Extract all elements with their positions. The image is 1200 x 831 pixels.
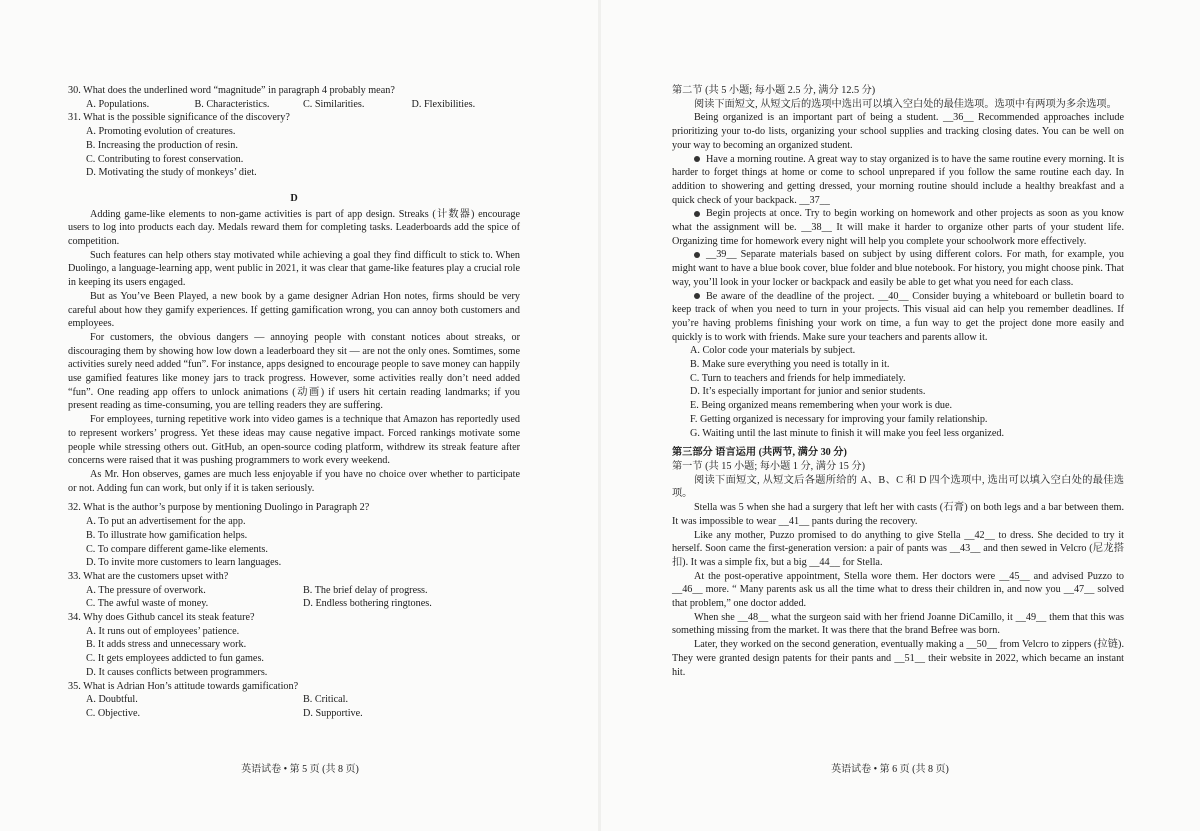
passage-d-paragraph-6: As Mr. Hon observes, games are much less enjoyable if you have no choice over whether to participate or not. Adding fun can work, but only if it is taken seriously. — [68, 468, 520, 494]
option-b: B. The brief delay of progress. — [303, 584, 428, 596]
option-c: C. Turn to teachers and friends for help immediately. — [690, 372, 906, 384]
option-c: C. To compare different game-like elements. — [86, 543, 268, 555]
option-a: A. Promoting evolution of creatures. — [86, 126, 236, 138]
option-c: C. Contributing to forest conservation. — [86, 153, 244, 165]
section-2-instructions: 阅读下面短文, 从短文后的选项中选出可以填入空白处的最佳选项。选项中有两项为多余选项。 — [694, 98, 1117, 110]
option-d: D. Flexibilities. — [411, 98, 476, 110]
option-d: D. Supportive. — [303, 707, 363, 719]
part-3-title: 第三部分 语言运用 (共两节, 满分 30 分) — [672, 447, 847, 459]
option-b: B. It adds stress and unnecessary work. — [86, 639, 247, 651]
cloze-paragraph-4: When she __48__ what the surgeon said with her friend Joanne DiCamillo, it __49__ them that this was something missing from the market. It was there that the brand Befree was born. — [672, 611, 1124, 637]
option-d: D. Endless bothering ringtones. — [303, 598, 432, 610]
option-c: C. Objective. — [86, 707, 141, 719]
question-33-options-row-2 — [86, 597, 520, 611]
option-b: B. Critical. — [303, 694, 348, 706]
option-a: A. The pressure of overwork. — [86, 584, 206, 596]
question-35-options-row-1 — [86, 693, 520, 707]
page-footer: 英语试卷 • 第 5 页 (共 8 页) — [241, 764, 359, 775]
passage-paragraph-4: __39__ Separate materials based on subject by using different colors. For math, for example, you might want to have a blue book cover, blue folder and blue notebook. For history, you might choose pink. That way, you’ll look in your locker or backpack and easily be able to get what you need for each class. — [672, 249, 1124, 288]
option-a: A. Color code your materials by subject. — [690, 345, 856, 357]
option-d: D. It’s especially important for junior and senior students. — [690, 386, 926, 398]
cloze-paragraph-5: Later, they worked on the second generation, eventually making a __50__ from Velcro to zippers (拉链). They were granted design patents for their pants and __51__ their website in 2022, which became an instant hit. — [672, 639, 1124, 678]
question-31-stem: 31. What is the possible significance of the discovery? — [68, 112, 290, 124]
passage-paragraph-5: Be aware of the deadline of the project. __40__ Consider buying a whiteboard or bulletin board to keep track of when you need to turn in your projects. This visual aid can help you remember deadlines. If you’re having problems finishing your work on time, a fun way to get the project done more easily and quickly is to work with friends. Make sure your teachers and parents allow it. — [672, 290, 1124, 343]
option-a: A. Doubtful. — [86, 694, 138, 706]
cloze-paragraph-1: Stella was 5 when she had a surgery that left her with casts (石膏) on both legs and a bar between them. It was impossible to wear __41__ pants during the recovery. — [672, 502, 1124, 527]
passage-d-paragraph-3: But as You’ve Been Played, a new book by a game designer Adrian Hon notes, firms should be very careful about how they gamify experiences. If getting gamification wrong, you can annoy both customers and employees. — [68, 290, 520, 330]
bullet-icon — [694, 252, 700, 258]
passage-paragraph-1: Being organized is an important part of being a student. __36__ Recommended approaches include prioritizing your to-do lists, organizing your school supplies and tracking closing dates. You can be well on your way to becoming an organized student. — [672, 112, 1124, 151]
question-34-stem: 34. Why does Github cancel its steak feature? — [68, 612, 255, 624]
question-30-stem: 30. What does the underlined word “magnitude” in paragraph 4 probably mean? — [68, 85, 395, 96]
section-1-title: 第一节 (共 15 小题; 每小题 1 分, 满分 15 分) — [672, 460, 865, 472]
bullet-icon — [694, 156, 700, 162]
question-33-options-row-1 — [86, 584, 520, 598]
option-e: E. Being organized means remembering when your work is due. — [690, 400, 953, 412]
option-d: D. Motivating the study of monkeys’ diet. — [86, 167, 257, 179]
question-33-stem: 33. What are the customers upset with? — [68, 570, 229, 582]
option-f: F. Getting organized is necessary for improving your family relationship. — [690, 413, 988, 425]
section-d-heading: D — [290, 192, 298, 204]
right-column — [672, 84, 1124, 679]
option-c: C. It gets employees addicted to fun games. — [86, 653, 264, 665]
option-c: C. The awful waste of money. — [86, 598, 209, 610]
passage-d-paragraph-4: For customers, the obvious dangers — annoying people with constant notices about streaks, or discouraging them by showing how low down a leaderboard they sit — are not the only ones. Somtimes, some activities surely need added “fun”. For instance, apps designed to encourage people to save money can happily use gamified features like money jars to track progress. However, some activities really don’t need added “fun”. One reading app offers to unlock animations (动画) if users hit certain reading landmarks; if you present reading as time-consuming, you are telling readers they are suffering. — [68, 331, 520, 412]
option-b: B. Increasing the production of resin. — [86, 139, 238, 151]
cloze-paragraph-3: At the post-operative appointment, Stella wore them. Her doctors were __45__ and advised Puzzo to __46__ more. “ Many parents ask us all the time what to dress their children in, and now you __47__ solved that problem,” one doctor added. — [672, 570, 1124, 610]
cloze-paragraph-2: Like any mother, Puzzo promised to do anything to give Stella __42__ to dress. She decided to try it herself. Soon came the first-generation version: a pair of pants was __43__ and then sewed in Velcro (尼龙搭扣). It was a simple fix, but a big __44__ for Stella. — [672, 529, 1124, 568]
passage-d-paragraph-2: Such features can help others stay motivated while achieving a goal they find difficult to stick to. When Duolingo, a language-learning app, went public in 2021, it was clear that game-like features play a crucial role in keeping its users engaged. — [68, 249, 520, 289]
passage-paragraph-2: Have a morning routine. A great way to stay organized is to have the same routine every morning. It is harder to forget things at home or come to school unprepared if you follow the same routine each day. In addition to showering and getting dressed, your morning routine should include a healthy breakfast and a quick check of your backpack. __37__ — [672, 153, 1124, 206]
section-2-title: 第二节 (共 5 小题; 每小题 2.5 分, 满分 12.5 分) — [672, 85, 876, 96]
option-b: B. Characteristics. — [194, 98, 270, 110]
passage-paragraph-3: Begin projects at once. Try to begin working on homework and other projects as soon as you know what the assignment will be. __38__ It will make it harder to organize other parts of your student life. Organizing time for homework every night will help you complete your schoolwork more effectively. — [672, 208, 1124, 247]
option-a: A. To put an advertisement for the app. — [86, 516, 246, 528]
left-column — [68, 84, 520, 721]
option-a: A. It runs out of employees’ patience. — [86, 625, 240, 637]
bullet-icon — [694, 211, 700, 217]
option-a: A. Populations. — [86, 98, 150, 110]
option-b: B. Make sure everything you need is totally in it. — [690, 359, 890, 371]
question-32-stem: 32. What is the author’s purpose by mentioning Duolingo in Paragraph 2? — [68, 502, 370, 514]
option-d: D. To invite more customers to learn languages. — [86, 557, 282, 569]
option-d: D. It causes conflicts between programmers. — [86, 666, 268, 678]
option-c: C. Similarities. — [303, 98, 365, 110]
option-g: G. Waiting until the last minute to finish it will make you feel less organized. — [690, 427, 1004, 439]
passage-d-paragraph-5: For employees, turning repetitive work into video games is a technique that Amazon has reportedly used to represent workers’ progress. Yet these ideas may cause negative impact. Forced rankings motivate some people while stressing others out. GitHub, an open-source coding platform, withdrew its streak feature after concerns were raised that it was pushing programmers to work every weekend. — [68, 414, 520, 467]
section-1-instructions: 阅读下面短文, 从短文后各题所给的 A、B、C 和 D 四个选项中, 选出可以填入空白处的最佳选项。 — [672, 474, 1124, 500]
question-35-options-row-2 — [86, 707, 520, 721]
passage-d-paragraph-1: Adding game-like elements to non-game activities is part of app design. Streaks (计数器) encourage users to log into products each day. Medals reward them for completing tasks. Leaderboards add the spice of competition. — [68, 208, 520, 248]
option-b: B. To illustrate how gamification helps. — [86, 529, 248, 541]
question-30-options — [86, 98, 520, 112]
question-35-stem: 35. What is Adrian Hon’s attitude towards gamification? — [68, 680, 299, 692]
bullet-icon — [694, 293, 700, 299]
page-footer: 英语试卷 • 第 6 页 (共 8 页) — [831, 764, 949, 775]
